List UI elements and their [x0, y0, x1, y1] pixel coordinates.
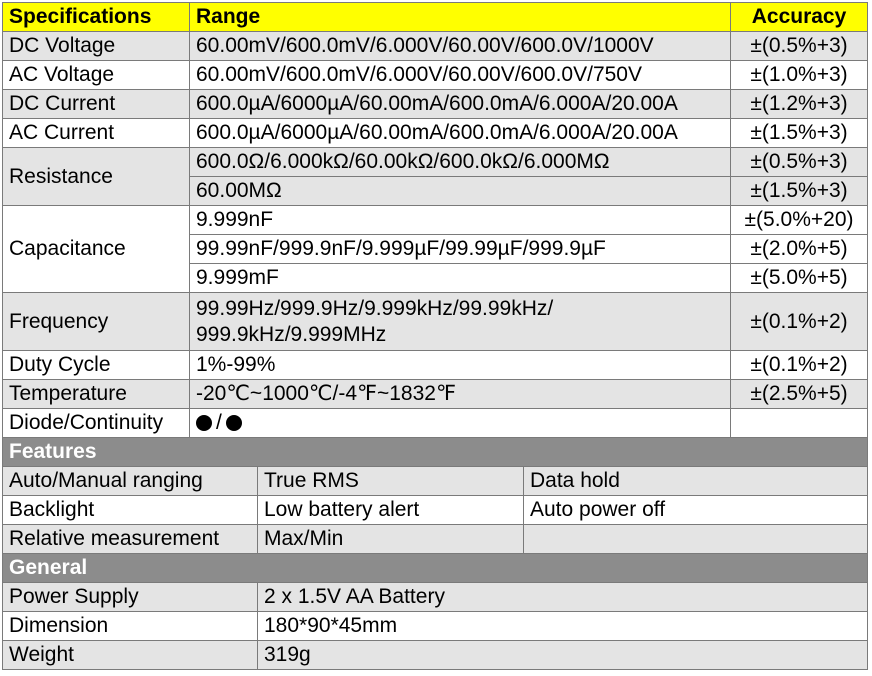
general-label: Weight [3, 641, 258, 670]
feature-item: Auto power off [524, 496, 868, 525]
feature-item: Backlight [3, 496, 258, 525]
spec-accuracy: ±(1.0%+3) [731, 61, 868, 90]
spec-accuracy: ±(1.2%+3) [731, 90, 868, 119]
spec-range: 9.999mF [190, 264, 731, 293]
section-header-row [3, 438, 868, 467]
spec-accuracy: ±(5.0%+20) [731, 206, 868, 235]
spec-name: Diode/Continuity [3, 409, 190, 438]
table-row [3, 583, 868, 612]
spec-name: Frequency [3, 293, 190, 351]
general-value: 2 x 1.5V AA Battery [258, 583, 868, 612]
general-value: 180*90*45mm [258, 612, 868, 641]
general-label: Dimension [3, 612, 258, 641]
table-row [3, 641, 868, 670]
spec-range: 60.00mV/600.0mV/6.000V/60.00V/600.0V/1000V [190, 32, 731, 61]
spec-accuracy: ±(2.5%+5) [731, 380, 868, 409]
spec-range-line: 999.9kHz/9.999MHz [196, 322, 387, 346]
feature-item: True RMS [258, 467, 524, 496]
spec-range-line: 99.99Hz/999.9Hz/9.999kHz/99.99kHz/ [196, 296, 554, 320]
spec-accuracy: ±(0.5%+3) [731, 148, 868, 177]
diode-dot-icon [196, 415, 212, 431]
table-row [3, 496, 868, 525]
feature-item: Data hold [524, 467, 868, 496]
spec-accuracy [731, 409, 868, 438]
table-row [3, 61, 868, 90]
spec-range [190, 409, 731, 438]
spec-range: 600.0µA/6000µA/60.00mA/600.0mA/6.000A/20.00A [190, 90, 731, 119]
table-row [3, 148, 868, 177]
specifications-table [2, 2, 868, 670]
spec-name: Resistance [3, 148, 190, 206]
spec-name: AC Voltage [3, 61, 190, 90]
spec-range: 60.00mV/600.0mV/6.000V/60.00V/600.0V/750V [190, 61, 731, 90]
general-label: Power Supply [3, 583, 258, 612]
general-value: 319g [258, 641, 868, 670]
table-row [3, 467, 868, 496]
spec-accuracy: ±(1.5%+3) [731, 119, 868, 148]
table-row [3, 612, 868, 641]
spec-accuracy: ±(0.1%+2) [731, 351, 868, 380]
spec-range: 1%-99% [190, 351, 731, 380]
feature-item: Low battery alert [258, 496, 524, 525]
spec-range: 9.999nF [190, 206, 731, 235]
general-heading: General [3, 554, 868, 583]
table-row [3, 293, 868, 351]
spec-accuracy: ±(1.5%+3) [731, 177, 868, 206]
feature-item: Max/Min [258, 525, 524, 554]
feature-item [524, 525, 868, 554]
diode-slash: / [216, 411, 222, 434]
table-row [3, 409, 868, 438]
header-range: Range [190, 3, 731, 32]
header-specifications: Specifications [3, 3, 190, 32]
table-row [3, 351, 868, 380]
spec-name: DC Current [3, 90, 190, 119]
spec-range: 99.99nF/999.9nF/9.999µF/99.99µF/999.9µF [190, 235, 731, 264]
feature-item: Auto/Manual ranging [3, 467, 258, 496]
table-row [3, 206, 868, 235]
header-accuracy: Accuracy [731, 3, 868, 32]
spec-accuracy: ±(0.5%+3) [731, 32, 868, 61]
spec-range: -20℃~1000℃/-4℉~1832℉ [190, 380, 731, 409]
table-row [3, 380, 868, 409]
table-row [3, 90, 868, 119]
spec-name: Temperature [3, 380, 190, 409]
features-heading: Features [3, 438, 868, 467]
spec-range [190, 293, 731, 351]
spec-name: AC Current [3, 119, 190, 148]
spec-name: Duty Cycle [3, 351, 190, 380]
feature-item: Relative measurement [3, 525, 258, 554]
continuity-dot-icon [226, 415, 242, 431]
section-header-row [3, 554, 868, 583]
spec-name: Capacitance [3, 206, 190, 293]
spec-accuracy: ±(5.0%+5) [731, 264, 868, 293]
spec-range: 600.0Ω/6.000kΩ/60.00kΩ/600.0kΩ/6.000MΩ [190, 148, 731, 177]
spec-range: 600.0µA/6000µA/60.00mA/600.0mA/6.000A/20.00A [190, 119, 731, 148]
table-row [3, 525, 868, 554]
spec-range: 60.00MΩ [190, 177, 731, 206]
table-header-row [3, 3, 868, 32]
table-row [3, 119, 868, 148]
table-row [3, 32, 868, 61]
spec-accuracy: ±(2.0%+5) [731, 235, 868, 264]
spec-accuracy: ±(0.1%+2) [731, 293, 868, 351]
spec-name: DC Voltage [3, 32, 190, 61]
